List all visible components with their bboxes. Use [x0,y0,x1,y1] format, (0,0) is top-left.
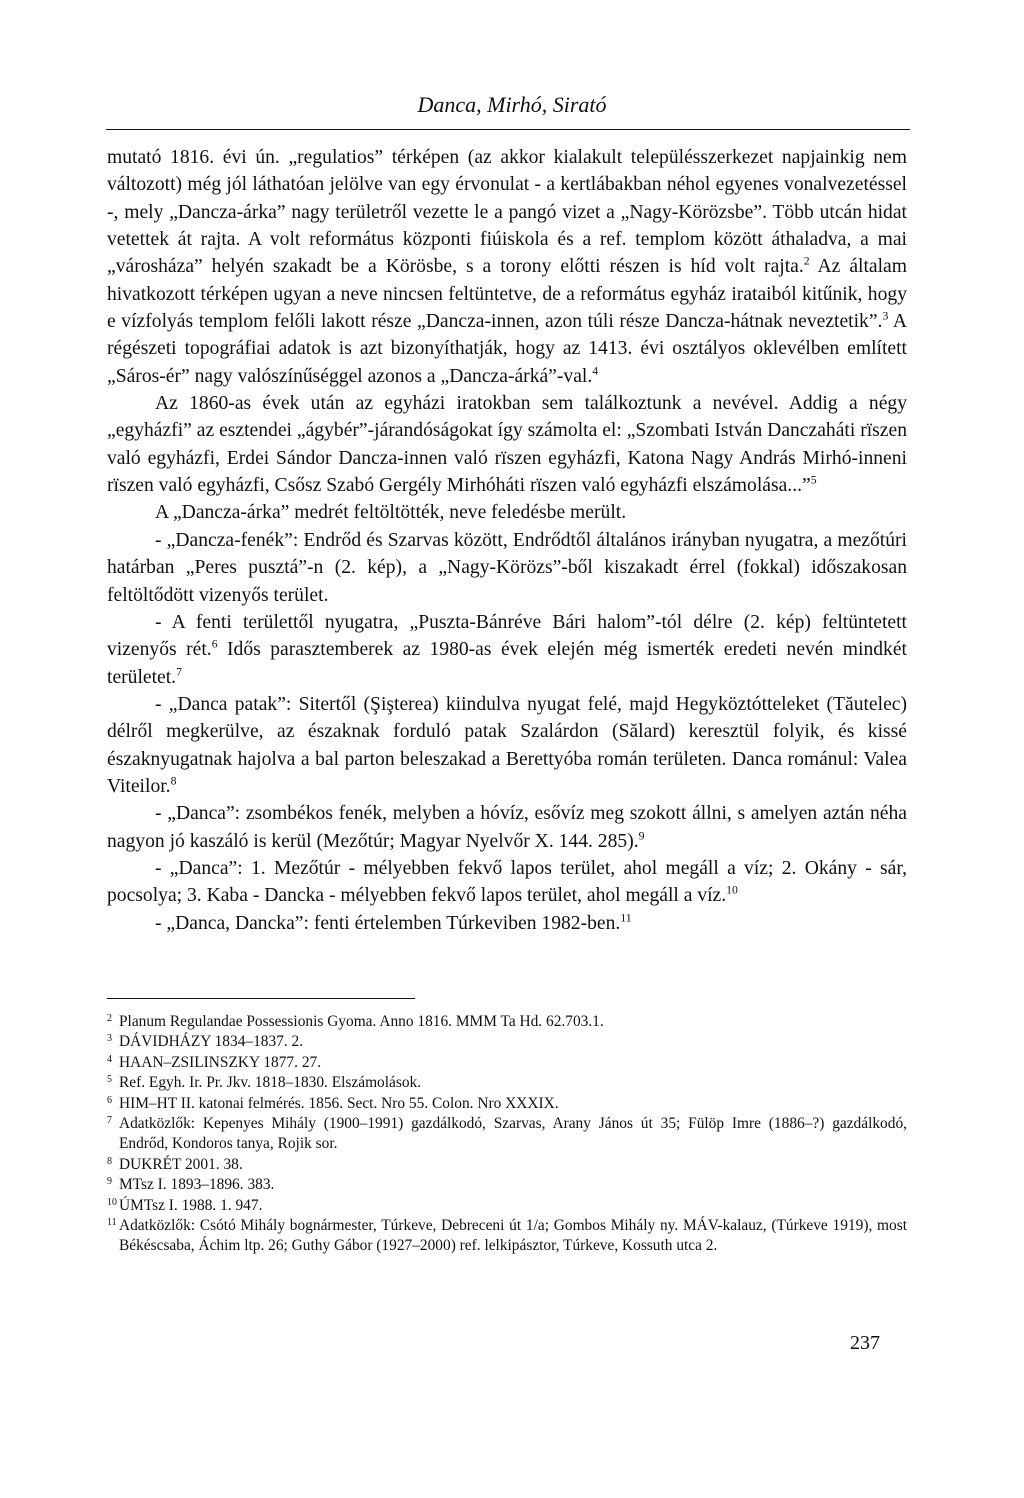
footnote: 4 HAAN–ZSILINSZKY 1877. 27. [107,1053,322,1071]
footnote-ref[interactable]: 2 [803,254,810,268]
paragraph-9: - „Danca, Dancka”: fenti értelemben Túrkeviben 1982-ben.$^{11}$ [155,911,632,934]
footnote: 6 HIM–HT II. katonai felmérés. 1856. Sect. Nro 55. Colon. Nro XXXIX. [107,1094,559,1112]
paragraph-2: Az 1860-as évek után az egyházi iratokban sem találkoztunk a nevével. Addig a négy „egyházfi” az esztendei „ágybér”-járandóságokat így számolta el: „Szombati István Danczaháti rïszen való egyházfi, Erdei Sándor Dancza-innen való rïszen egyházfi, Katona Nagy András Mirhó-inneni rïszen való egyházfi, Csősz Szabó Gergély Mirhóháti rïszen való egyházfi elszámolása...”$^5$ [107,393,907,497]
footnote-ref[interactable]: 7 [176,665,182,678]
paragraph-8: - „Danca”: 1. Mezőtúr - mélyebben fekvő lapos terület, ahol megáll a víz; 2. Okány - sár, pocsolya; 3. Kaba - Dancka - mélyebben fekvő lapos terület, ahol megáll a víz.$^{10}$ [107,857,907,907]
footnote: 5 Ref. Egyh. Ir. Pr. Jkv. 1818–1830. Elszámolások. [107,1074,422,1092]
page-number: 237 [850,1332,880,1354]
paragraph-1: mutató 1816. évi ún. „regulatios” térképen (az akkor kialakult településszerkezet napjainkig nem változott) még jól láthatóan jelölve van egy érvonulat - a kertlábakban néhol egyenes vonalvezetéssel -, mely „Dancza-árka” nagy területről vezette le a pangó vizet a „Nagy-Körözsbe”. Több utcán hidat vetettek át rajta. A volt református központi fiúiskola és a ref. templom között áthaladva, a mai „városháza” helyén szakadt be a Körösbe, s a torony előtti részen is híd volt rajta.$^2$ Az általam hivatkozott térképen ugyan a neve nincsen feltüntetve, de a református egyház irataiból kitűnik, hogy e vízfolyás templom felőli lakott része „Dancza-innen, azon túli része Dancza-hátnak neveztetik”.$^3$ A régészeti topográfiai adatok is azt bizonyíthatják, hogy az 1413. évi osztályos oklevélben említett „Sáros-ér” nagy valószínűséggel azonos a „Dancza-árká”-val.$^4$ [107,147,907,387]
footnote-ref[interactable]: 4 [592,364,599,378]
footnote: 9 MTsz I. 1893–1896. 383. [107,1176,275,1194]
header-rule [106,129,910,130]
footnote: 11 Adatközlők: Csótó Mihály bognármester, Túrkeve, Debreceni út 1/a; Gombos Mihály ny. MÁV-kalauz, (Túrkeve 1919), most Békéscsaba, Áchim ltp. 26; Guthy Gábor (1927–2000) ref. lelkipásztor, Túrkeve, Kossuth utca 2. [107,1217,907,1255]
running-header: Danca, Mirhó, Sirató [417,92,607,117]
footnote-ref[interactable]: 11 [620,911,632,925]
paragraph-7: - „Danca”: zsombékos fenék, melyben a hóvíz, esővíz meg szokott állni, s amelyen aztán néha nagyon jó kaszáló is kerül (Mezőtúr; Magyar Nyelvőr X. 144. 285).$^9$ [107,803,907,852]
footnote-ref[interactable]: 9 [638,829,645,843]
footnotes [107,1012,907,1257]
footnote: 10 ÚMTsz I. 1988. 1. 947. [107,1196,263,1214]
footnote: 3 DÁVIDHÁZY 1834–1837. 2. [107,1033,304,1051]
paragraph-5: - A fenti területtől nyugatra, „Puszta-Bánréve Bári halom”-tól délre (2. kép) feltüntetett vizenyős rét.$^6$ Idős parasztemberek az 1980-as évek elején még ismerték eredeti nevén mindkét területet.$^7$ [107,611,907,688]
footnote: 8 DUKRÉT 2001. 38. [107,1155,243,1173]
paragraph-4: - „Dancza-fenék”: Endrőd és Szarvas között, Endrődtől általános irányban nyugatra, a mezőtúri határban „Peres pusztá”-n (2. kép), a „Nagy-Körözs”-ből kiszakadt érrel (fokkal) időszakosan feltöltődött vizenyős terület. [107,529,907,606]
footnote-rule [107,998,415,999]
footnote-ref[interactable]: 8 [170,774,177,788]
footnote-ref[interactable]: 5 [810,473,817,487]
footnote: 2 Planum Regulandae Possessionis Gyoma. Anno 1816. MMM Ta Hd. 62.703.1. [107,1013,604,1030]
paragraph-6: - „Danca patak”: Sitertől (Şişterea) kiindulva nyugat felé, majd Hegyköztótteleket (Tăutelec) délről megkerülve, az északnak forduló patak Szalárdon (Sălard) keresztül folyik, és kissé északnyugatnak hajolva a bal parton beleszakad a Berettyóba román területen. Danca románul: Valea Viteilor.$^8$ [107,693,907,797]
footnote: 7 Adatközlők: Kepenyes Mihály (1900–1991) gazdálkodó, Szarvas, Arany János út 35; Fülöp Imre (1886–?) gazdálkodó, Endrőd, Kondoros tanya, Rojik sor. [107,1115,907,1153]
footnote-ref[interactable]: 3 [882,309,889,323]
paragraph-3: A „Dancza-árka” medrét feltöltötték, neve feledésbe merült. [155,502,627,524]
footnote-ref[interactable]: 6 [211,637,218,651]
footnote-ref[interactable]: 10 [726,883,738,897]
body-text [107,144,907,937]
